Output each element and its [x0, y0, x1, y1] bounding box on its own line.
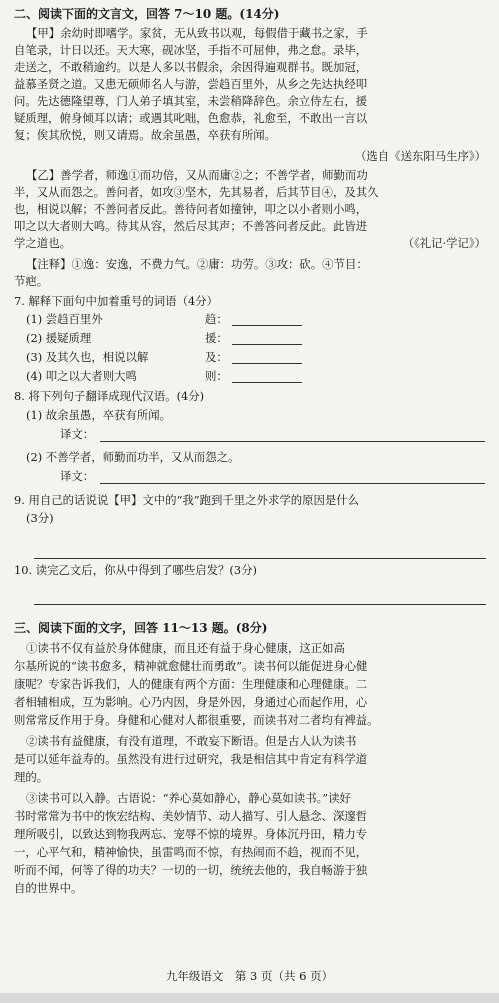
passage3-line: ①读书不仅有益於身体健康，而且还有益于身心健康，这正如高: [26, 641, 345, 655]
passage3-line: 理的。: [14, 770, 49, 784]
q7-item-word: 则：: [205, 369, 228, 383]
passage3-line: 理所吸引，以致达到物我两忘、宠辱不惊的境界。身体沉丹田，精力专: [14, 827, 368, 841]
q8-translation-label: 译文：: [60, 427, 95, 441]
passage3-line: 康呢？专家告诉我们，人的健康有两个方面：生理健康和心理健康。二: [14, 677, 368, 691]
passage-yi-line: 半，又从而怨之。善问者，如攻③坚木，先其易者，后其节目④，及其久: [14, 185, 379, 199]
q7-answer-blank[interactable]: [232, 344, 302, 345]
passage3-line: ②读书有益健康，有没有道理，不敢妄下断语。但是古人认为读书: [26, 734, 357, 748]
q7-item-text: (2) 援疑质理: [26, 331, 92, 345]
question-10: 10. 读完乙文后，你从中得到了哪些启发？(3分): [14, 563, 257, 577]
q7-answer-blank[interactable]: [232, 363, 302, 364]
question-9-line: 9. 用自己的话说说【甲】文中的“我”跑到千里之外求学的原因是什么: [14, 493, 360, 507]
passage-jia-line: 复；俟其欣悦，则又请焉。故余虽愚，卒获有所闻。: [14, 128, 276, 142]
passage-jia-line: 自笔录，计日以还。天大寒，砚冰坚，手指不可屈伸，弗之怠。录毕，: [14, 43, 368, 57]
q8-translation-label: 译文：: [60, 469, 95, 483]
q7-item-text: (4) 叩之以大者则大鸣: [26, 369, 137, 383]
notes-line: 【注释】①逸：安逸，不费力气。②庸：功劳。③攻：砍。④节目：: [26, 257, 368, 271]
passage-jia-line: 疑质理，俯身倾耳以请；或遇其叱咄，色愈恭，礼愈至，不敢出一言以: [14, 111, 368, 125]
q7-item-word: 援：: [205, 331, 228, 345]
passage3-line: 书时常常为书中的恢宏结构、美妙情节、动人描写、引人悬念、深邃哲: [14, 809, 368, 823]
q7-answer-blank[interactable]: [232, 325, 302, 326]
notes-line: 节疤。: [14, 274, 49, 288]
passage-jia-line: 走送之，不敢稍逾约。以是人多以书假余，余因得遍观群书。既加冠，: [14, 60, 368, 74]
passage-jia-line: 问。先达德隆望尊，门人弟子填其室，未尝稍降辞色。余立侍左右，援: [14, 94, 368, 108]
q7-item-word: 趋：: [205, 312, 228, 326]
question-8-stem: 8. 将下列句子翻译成现代汉语。(4分): [14, 389, 205, 403]
passage3-line: ③读书可以入静。古语说：“养心莫如静心，静心莫如读书。”读好: [26, 791, 351, 805]
q7-item-text: (3) 及其久也，相说以解: [26, 350, 149, 364]
q8-item-text: (2) 不善学者，师勤而功半，又从而怨之。: [26, 450, 240, 464]
scan-edge-band: [0, 993, 499, 1003]
passage-yi-line: 【乙】善学者，师逸①而功倍，又从而庸②之；不善学者，师勤而功: [26, 168, 368, 182]
q9-answer-line[interactable]: [34, 558, 486, 559]
passage3-line: 尔基所说的“读书愈多，精神就愈健壮而勇敢”。读书何以能促进身心健: [14, 659, 368, 673]
passage-jia-line: 益慕圣贤之道。又患无硕师名人与游，尝趋百里外，从乡之先达执经叩: [14, 77, 368, 91]
q8-answer-line[interactable]: [100, 483, 485, 484]
q8-item-text: (1) 故余虽愚，卒获有所闻。: [26, 408, 172, 422]
passage3-line: 自的世界中。: [14, 881, 83, 895]
passage3-line: 则常常反作用于身。身健和心健对人都很重要，而读书对二者均有裨益。: [14, 713, 379, 727]
section2-heading: 二、阅读下面的文言文，回答 7～10 题。(14分): [14, 7, 280, 21]
passage-jia-line: 【甲】余幼时即嗜学。家贫，无从致书以观，每假借于藏书之家，手: [26, 26, 368, 40]
q10-answer-line[interactable]: [34, 604, 486, 605]
passage3-line: 一，心平气和，精神愉快，虽雷鸣而不惊，有热闹而不趋，视而不见，: [14, 845, 368, 859]
page-footer: 九年级语文 第 3 页（共 6 页）: [165, 969, 334, 983]
passage-yi-line: 学之道也。: [14, 236, 71, 250]
passage-yi-line: 叩之以大者则大鸣。待其从容，然后尽其声；不善答问者反此。此皆进: [14, 219, 368, 233]
passage3-line: 听而不闻，何等了得的功夫？一切的一切，统统去他的，我自畅游于独: [14, 863, 368, 877]
passage3-line: 是可以延年益寿的。虽然没有进行过研究，我是相信其中肯定有科学道: [14, 752, 368, 766]
q7-item-text: (1) 尝趋百里外: [26, 312, 103, 326]
passage-yi-line: 也，相说以解；不善问者反此。善待问者如撞钟，叩之以小者则小鸣，: [14, 202, 368, 216]
q7-answer-blank[interactable]: [232, 382, 302, 383]
passage-jia-source: （选自《送东阳马生序》）: [355, 149, 486, 163]
passage-yi-source: （《礼记·学记》）: [402, 236, 486, 250]
q8-answer-line[interactable]: [100, 441, 485, 442]
section3-heading: 三、阅读下面的文字，回答 11～13 题。(8分): [14, 621, 268, 635]
question-9-line: (3分): [26, 511, 54, 525]
q7-item-word: 及：: [205, 350, 228, 364]
question-7-stem: 7. 解释下面句中加着重号的词语（4分）: [14, 294, 218, 308]
passage3-line: 者相辅相成，互为影响。心乃内因，身是外因，身通过心而起作用，心: [14, 695, 368, 709]
